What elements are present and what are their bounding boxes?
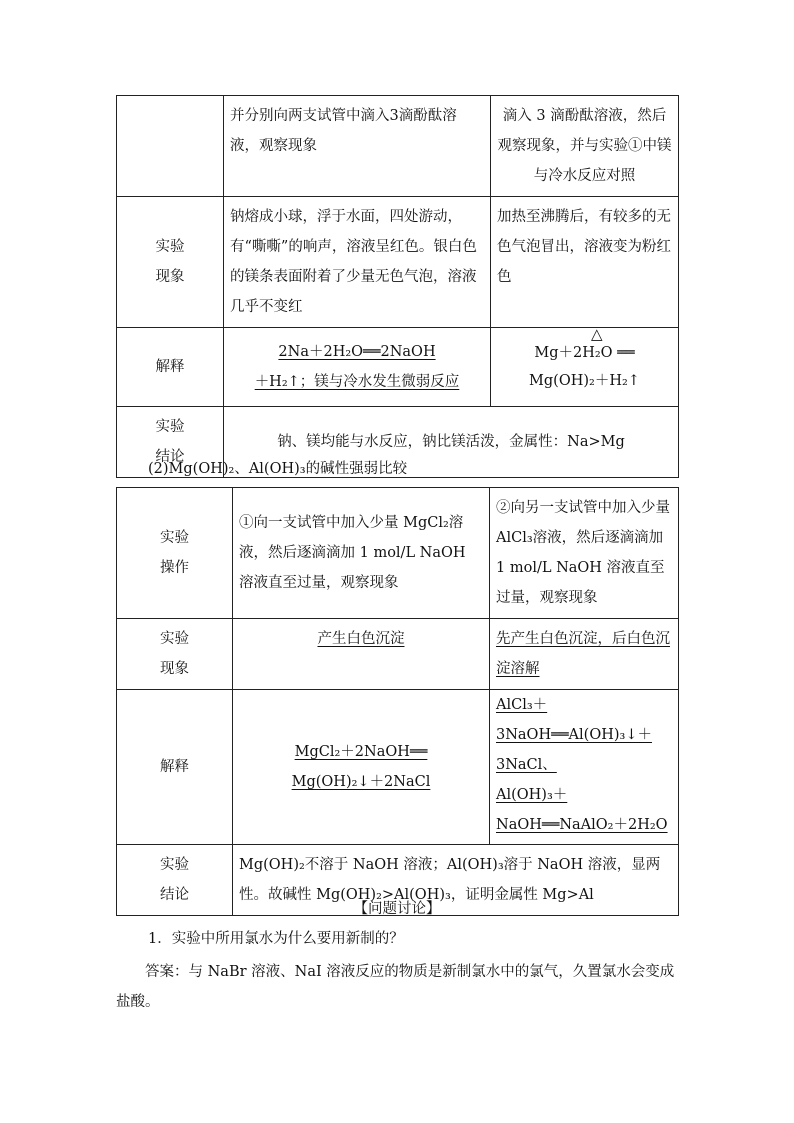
explanation-equation-1: 2Na＋2H₂O══2NaOH ＋H₂↑；镁与冷水发生微弱反应 — [224, 328, 491, 407]
phenomenon-cell-1: 钠熔成小球，浮于水面，四处游动，有“嘶嘶”的响声，溶液呈红色。银白色的镁条表面附着了少量无色气泡，溶液几乎不变红 — [224, 197, 491, 328]
phenomenon-cell-2: 加热至沸腾后，有较多的无色气泡冒出，溶液变为粉红色 — [491, 197, 679, 328]
explanation-label: 解释 — [117, 328, 224, 407]
operation-cell-1: ①向一支试管中加入少量 MgCl₂溶液，然后逐滴滴加 1 mol/L NaOH 溶液直至过量，观察现象 — [233, 488, 490, 619]
operation-cell-1: 并分别向两支试管中滴入3滴酚酞溶液，观察现象 — [224, 96, 491, 197]
experiment-table-1 — [116, 95, 679, 478]
conclusion-label: 实验 结论 — [117, 407, 224, 478]
operation-label: 实验 操作 — [117, 488, 233, 619]
phenomenon-label: 实验 现象 — [117, 619, 233, 690]
section-heading: 【问题讨论】 — [353, 901, 441, 917]
explanation-equation-1: MgCl₂＋2NaOH══ Mg(OH)₂↓＋2NaCl — [233, 690, 490, 845]
conclusion-label: 实验 结论 — [117, 845, 233, 916]
conclusion-text: 钠、镁均能与水反应，钠比镁活泼，金属性：Na>Mg — [224, 407, 679, 478]
experiment-table-2 — [116, 487, 679, 916]
explanation-label: 解释 — [117, 690, 233, 845]
answer-text: 答案：与 NaBr 溶液、NaI 溶液反应的物质是新制氯水中的氯气，久置氯水会变成盐酸。 — [116, 964, 675, 1010]
question-text: 1．实验中所用氯水为什么要用新制的？ — [148, 931, 404, 947]
explanation-equation-2: AlCl₃＋ 3NaOH══Al(OH)₃↓＋ 3NaCl、 Al(OH)₃＋ NaOH══NaAlO₂＋2H₂O — [490, 690, 679, 845]
conclusion-text: Mg(OH)₂不溶于 NaOH 溶液；Al(OH)₃溶于 NaOH 溶液，显两性。故碱性 Mg(OH)₂>Al(OH)₃，证明金属性 Mg>Al — [233, 845, 679, 916]
phenomenon-label: 实验 现象 — [117, 197, 224, 328]
explanation-equation-2: △ Mg＋2H₂O ══ Mg(OH)₂＋H₂↑ — [491, 328, 679, 407]
operation-cell-2: ②向另一支试管中加入少量 AlCl₃溶液，然后逐滴滴加 1 mol/L NaOH 溶液直至过量，观察现象 — [490, 488, 679, 619]
phenomenon-cell-2: 先产生白色沉淀，后白色沉淀溶解 — [490, 619, 679, 690]
operation-cell-2: 滴入 3 滴酚酞溶液，然后观察现象，并与实验①中镁与冷水反应对照 — [491, 96, 679, 197]
phenomenon-cell-1: 产生白色沉淀 — [233, 619, 490, 690]
subsection-caption: (2)Mg(OH)₂、Al(OH)₃的碱性强弱比较 — [148, 461, 408, 477]
operation-label-cell — [117, 96, 224, 197]
